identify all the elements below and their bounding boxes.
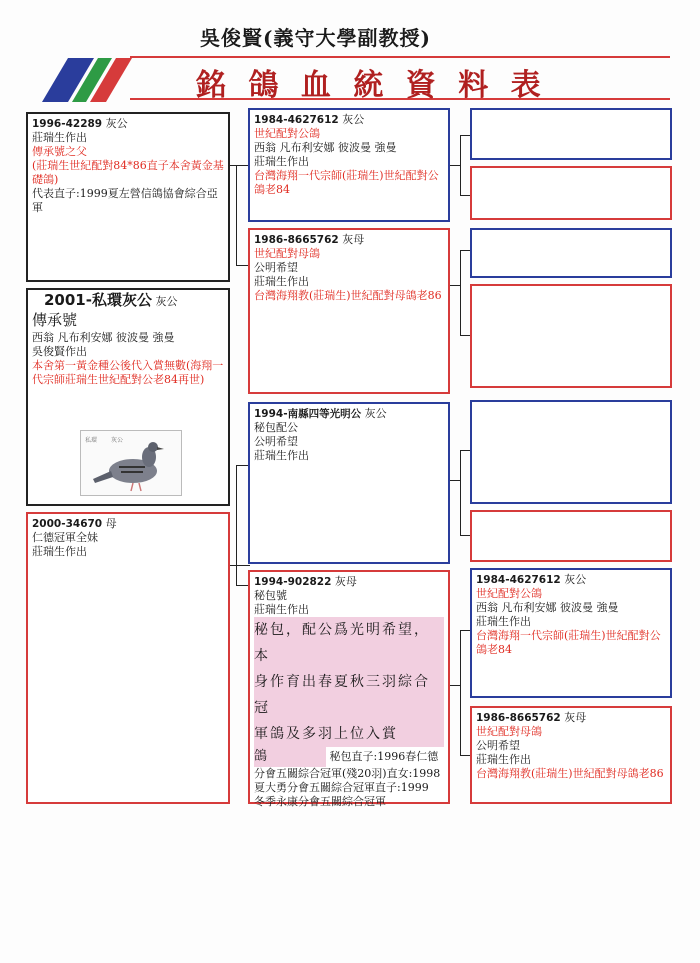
- subject-breeder: 吳俊賢作出: [32, 345, 87, 358]
- sire-ring: 1996-42289: [32, 118, 103, 130]
- subject-ring: 2001-私環灰公: [44, 291, 152, 309]
- ddd-breeder: 莊瑞生作出: [476, 753, 531, 766]
- dds-ring: 1984-4627612: [476, 574, 561, 586]
- connector: [236, 465, 237, 585]
- subject-name: 傳承號: [32, 311, 78, 329]
- dds-color: 灰公: [564, 573, 587, 586]
- connector: [230, 565, 250, 566]
- dds-breeder: 莊瑞生作出: [476, 615, 531, 628]
- sire-color: 灰公: [105, 117, 128, 130]
- dam-box: [26, 512, 230, 804]
- connector: [450, 285, 460, 286]
- ss-breeder: 莊瑞生作出: [254, 155, 309, 168]
- dds-title: 世紀配對公鴿: [476, 587, 542, 600]
- sire-breeder: 莊瑞生作出: [32, 131, 87, 144]
- ds-color: 灰公: [364, 407, 387, 420]
- connector: [450, 480, 460, 481]
- dd-ring: 1994-902822: [254, 576, 332, 588]
- dam-sire-box: [248, 402, 450, 564]
- subject-box: [26, 288, 230, 506]
- dd-highlight-4: 鴿: [254, 747, 326, 767]
- connector: [460, 755, 470, 756]
- sire-box: [26, 112, 230, 282]
- connector: [460, 135, 470, 136]
- dd-offspring-1: 秘包直子:1996春仁德: [329, 750, 439, 763]
- connector: [236, 165, 237, 265]
- dam-color: 母: [105, 517, 117, 530]
- dd-breeder: 莊瑞生作出: [254, 603, 309, 616]
- connector: [460, 250, 461, 335]
- sd-sire-box: [470, 228, 672, 278]
- subject-color: 灰公: [155, 295, 178, 308]
- connector: [450, 685, 460, 686]
- ddd-lineage: 公明希望: [476, 739, 520, 752]
- dd-highlight-3: 軍鴿及多羽上位入賞: [254, 721, 444, 747]
- dd-sire-box: [470, 568, 672, 698]
- sd-lineage: 公明希望: [254, 261, 298, 274]
- connector: [460, 135, 461, 195]
- sire-sire-box: [248, 108, 450, 222]
- ss-title: 世紀配對公鴿: [254, 127, 320, 140]
- dam-dam-box: [248, 570, 450, 808]
- ss-lineage: 西翁 凡布利安娜 彼波曼 強曼: [254, 141, 397, 154]
- ds-lineage: 公明希望: [254, 435, 298, 448]
- connector: [460, 450, 461, 535]
- ds-note: 秘包配公: [254, 421, 298, 434]
- sd-ring: 1986-8665762: [254, 234, 339, 246]
- stripes-logo: [24, 58, 134, 102]
- sd-color: 灰母: [342, 233, 365, 246]
- dds-note: 台灣海翔一代宗師(莊瑞生)世紀配對公鴿老84: [476, 629, 661, 656]
- dd-highlight-1: 秘包，配公爲光明希望，本: [254, 617, 444, 669]
- dd-offspring-4: 冬季永康分會五關綜合冠軍: [254, 795, 386, 808]
- connector: [460, 195, 470, 196]
- dd-highlight-2: 身作育出春夏秋三羽綜合冠: [254, 669, 444, 721]
- dd-name: 秘包號: [254, 589, 287, 602]
- subject-lineage: 西翁 凡布利安娜 彼波曼 強曼: [32, 331, 175, 344]
- dam-note: 仁德冠軍全妹: [32, 531, 98, 544]
- pigeon-photo: [80, 430, 182, 496]
- ds-ring: 1994-南縣四等光明公: [254, 408, 362, 420]
- ddd-note: 台灣海翔教(莊瑞生)世紀配對母鴿老86: [476, 767, 664, 780]
- ds-sire-box: [470, 400, 672, 504]
- sire-origin: (莊瑞生世紀配對84*86直子本舍黃金基礎鴿): [32, 159, 224, 186]
- dam-ring: 2000-34670: [32, 518, 103, 530]
- connector: [460, 630, 470, 631]
- dds-lineage: 西翁 凡布利安娜 彼波曼 強曼: [476, 601, 619, 614]
- connector: [460, 450, 470, 451]
- ddd-title: 世紀配對母鴿: [476, 725, 542, 738]
- connector: [460, 250, 470, 251]
- header-rule-top: [130, 56, 670, 58]
- ds-breeder: 莊瑞生作出: [254, 449, 309, 462]
- ddd-color: 灰母: [564, 711, 587, 724]
- author-heading: 吳俊賢(義守大學副教授): [200, 26, 431, 50]
- connector: [230, 165, 250, 166]
- page-title: 銘 鴿 血 統 資 料 表: [196, 68, 547, 103]
- ss-dam-box: [470, 166, 672, 220]
- connector: [460, 535, 470, 536]
- dam-breeder: 莊瑞生作出: [32, 545, 87, 558]
- sire-title: 傳承號之父: [32, 145, 87, 158]
- dd-color: 灰母: [334, 575, 357, 588]
- connector: [450, 165, 460, 166]
- ss-ring: 1984-4627612: [254, 114, 339, 126]
- dd-offspring-2: 分會五關綜合冠軍(殘20羽)直女:1998: [254, 767, 441, 780]
- sd-title: 世紀配對母鴿: [254, 247, 320, 260]
- sd-dam-box: [470, 284, 672, 388]
- subject-note: 本舍第一黃金種公後代入賞無數(海翔一代宗師莊瑞生世紀配對公老84再世): [32, 359, 224, 386]
- photo-caption-right: 灰公: [111, 437, 124, 444]
- connector: [460, 335, 470, 336]
- sd-note: 台灣海翔教(莊瑞生)世紀配對母鴿老86: [254, 289, 442, 302]
- connector: [460, 630, 461, 755]
- dd-dam-box: [470, 706, 672, 804]
- photo-caption-left: 私環: [85, 437, 98, 444]
- sd-breeder: 莊瑞生作出: [254, 275, 309, 288]
- ddd-ring: 1986-8665762: [476, 712, 561, 724]
- sire-dam-box: [248, 228, 450, 394]
- ss-note: 台灣海翔一代宗師(莊瑞生)世紀配對公鴿老84: [254, 169, 439, 196]
- ss-color: 灰公: [342, 113, 365, 126]
- ss-sire-box: [470, 108, 672, 160]
- dd-offspring-3: 夏大勇分會五關綜合冠軍直子:1999: [254, 781, 429, 794]
- sire-offspring: 代表直子:1999夏左營信鴿協會綜合亞軍: [32, 187, 218, 214]
- ds-dam-box: [470, 510, 672, 562]
